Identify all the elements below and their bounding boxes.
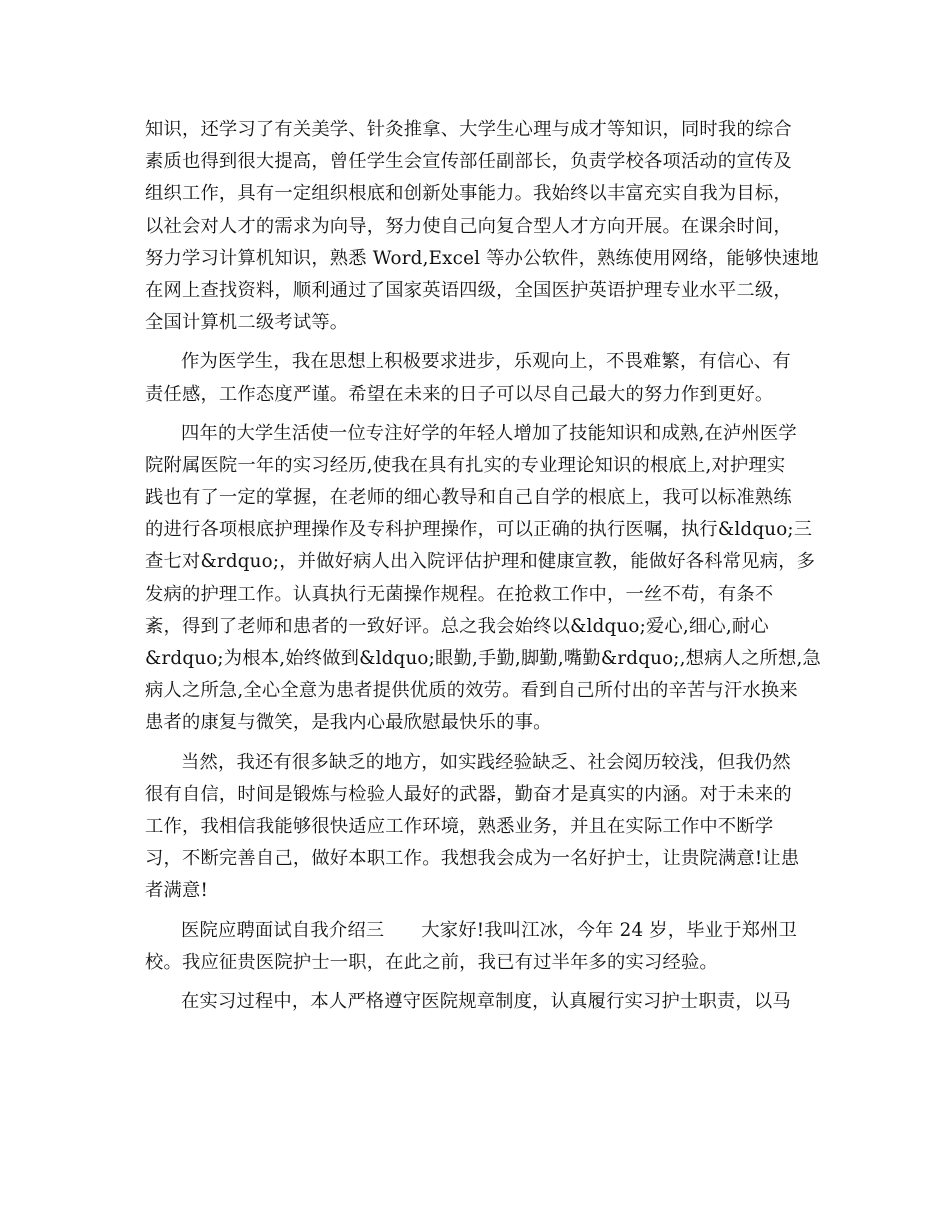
text-line: 的进行各项根底护理操作及专科护理操作，可以正确的执行医嘱，执行&ldquo;三 xyxy=(145,519,813,541)
document-body xyxy=(145,114,822,1018)
paragraph-4 xyxy=(145,747,810,908)
paragraph-1 xyxy=(145,114,819,339)
text-line: 病人之所急,全心全意为患者提供优质的效劳。看到自己所付出的辛苦与汗水换来 xyxy=(145,680,798,702)
text-line: 者满意! xyxy=(145,880,208,902)
text-line: 全国计算机二级考试等。 xyxy=(145,312,349,334)
text-line: 以社会对人才的需求为向导，努力使自己向复合型人才方向开展。在课余时间， xyxy=(145,215,792,237)
text-line: 患者的康复与微笑，是我内心最欣慰最快乐的事。 xyxy=(145,712,552,734)
text-line: 努力学习计算机知识，熟悉 Word,Excel 等办公软件，熟练使用网络，能够快速地 xyxy=(145,247,819,269)
text-line: 在实习过程中，本人严格遵守医院规章制度，认真履行实习护士职责，以马 xyxy=(181,990,791,1012)
text-line: 工作，我相信我能够很快适应工作环境，熟悉业务，并且在实际工作中不断学 xyxy=(145,815,774,837)
text-line: 责任感，工作态度严谨。希望在未来的日子可以尽自己最大的努力作到更好。 xyxy=(145,383,774,405)
text-line: 很有自信，时间是锻炼与检验人最好的武器，勤奋才是真实的内涵。对于未来的 xyxy=(145,783,792,805)
text-line: 在网上查找资料，顺利通过了国家英语四级，全国医护英语护理专业水平二级， xyxy=(145,279,792,301)
text-line: 当然，我还有很多缺乏的地方，如实践经验缺乏、社会阅历较浅，但我仍然 xyxy=(181,751,791,773)
text-line: 医院应聘面试自我介绍三 大家好!我叫江冰，今年 24 岁，毕业于郑州卫 xyxy=(181,919,798,941)
text-line: 素质也得到很大提高，曾任学生会宣传部任副部长，负责学校各项活动的宣传及 xyxy=(145,151,792,173)
text-line: 查七对&rdquo;，并做好病人出入院评估护理和健康宣教，能做好各科常见病，多 xyxy=(145,551,816,573)
text-line: 校。我应征贵医院护士一职，在此之前，我已有过半年多的实习经验。 xyxy=(145,951,718,973)
text-line: 组织工作，具有一定组织根底和创新处事能力。我始终以丰富充实自我为目标， xyxy=(145,183,792,205)
text-line: 践也有了一定的掌握，在老师的细心教导和自己自学的根底上，我可以标准熟练 xyxy=(145,487,792,509)
text-line: 作为医学生，我在思想上积极要求进步，乐观向上，不畏难繁，有信心、有 xyxy=(181,351,791,373)
text-line: 院附属医院一年的实习经历,使我在具有扎实的专业理论知识的根底上,对护理实 xyxy=(145,454,786,476)
text-line: 四年的大学生活使一位专注好学的年轻人增加了技能知识和成熟,在泸州医学 xyxy=(181,422,797,444)
paragraph-2 xyxy=(145,346,810,410)
text-line: &rdquo;为根本,始终做到&ldquo;眼勤,手勤,脚勤,嘴勤&rdquo;,想病人之所想,急 xyxy=(145,648,822,669)
text-line: 知识，还学习了有关美学、针灸推拿、大学生心理与成才等知识，同时我的综合 xyxy=(145,119,792,140)
text-line: 紊，得到了老师和患者的一致好评。总之我会始终以&ldquo;爱心,细心,耐心 xyxy=(145,615,769,637)
text-line: 发病的护理工作。认真执行无菌操作规程。在抢救工作中，一丝不苟，有条不 xyxy=(145,583,774,605)
paragraph-6 xyxy=(145,986,810,1018)
paragraph-3 xyxy=(145,418,822,740)
text-line: 习，不断完善自己，做好本职工作。我想我会成为一名好护士，让贵院满意!让患 xyxy=(145,848,800,870)
paragraph-5 xyxy=(145,915,810,979)
